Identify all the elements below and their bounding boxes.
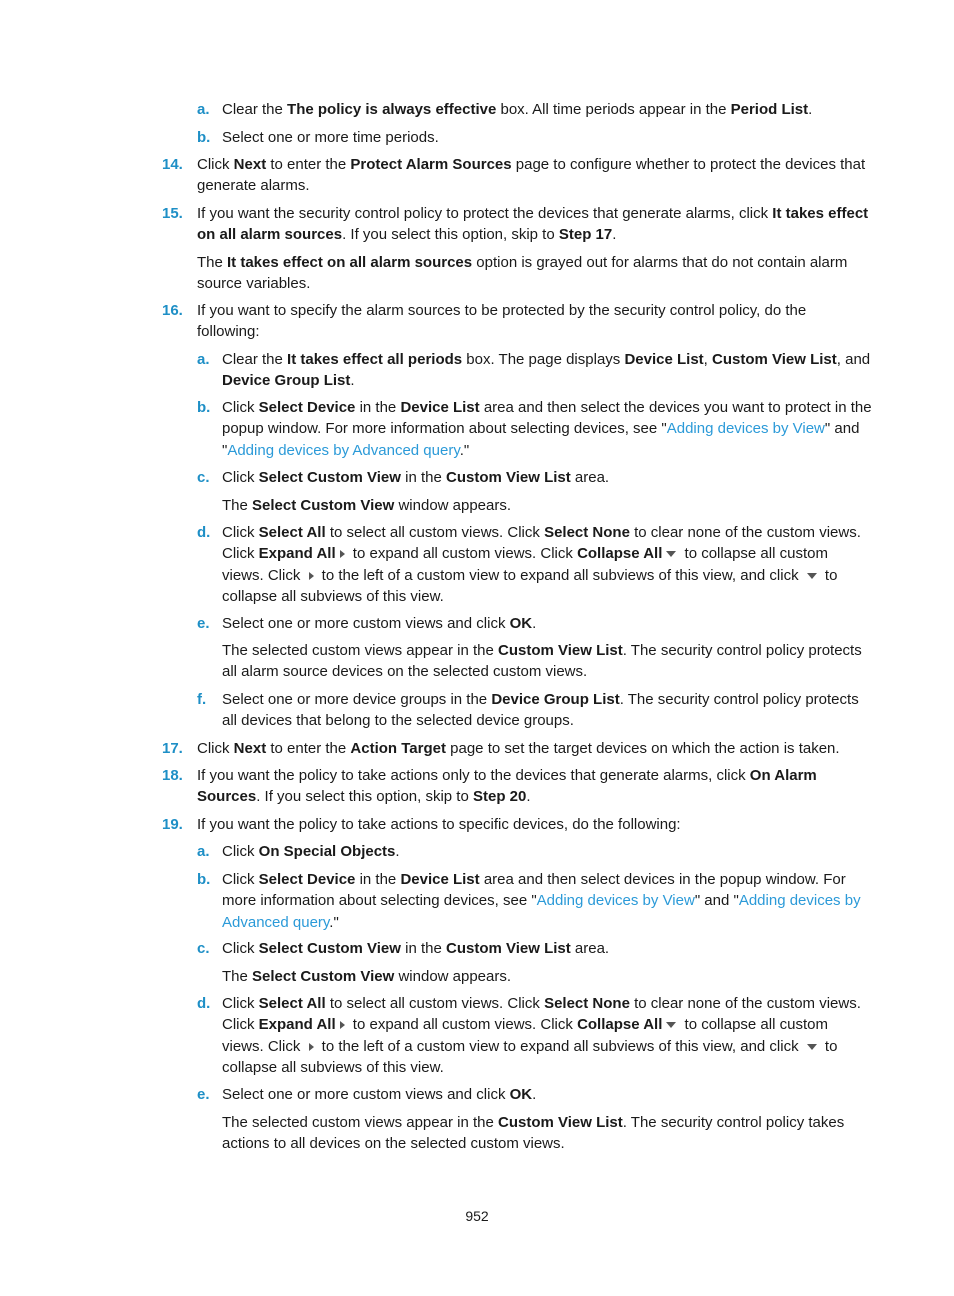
bold-term: OK [509,615,533,632]
bold-term: Action Target [350,740,446,757]
text-run: Click [197,156,234,173]
bold-term: Select Custom View [258,469,401,486]
step-text [197,814,872,835]
text-run: . [526,788,531,806]
cross-reference-link[interactable]: Adding devices by View [666,420,825,438]
text-run: to collapse all custom views. Click [222,1016,828,1055]
text-run: If you want to specify the alarm sources to be protected by the security control policy, do the following: [197,302,807,341]
triangle-down-icon [666,1022,676,1028]
bold-term: Select Custom View [258,940,401,957]
text-run: Click [222,940,259,957]
step-note [222,495,872,516]
text-run: to clear none of the custom views. Click [222,524,861,563]
text-run: The [222,497,253,514]
bold-term: Device List [400,871,480,888]
bold-term: Select Device [258,871,356,888]
step-number: a. [197,843,210,860]
text-run: , and [836,351,871,368]
step-text [222,522,872,607]
step-number: c. [197,940,210,957]
bold-term: It takes effect on all alarm sources [227,254,473,271]
step-number: 18. [162,767,183,784]
step-note [222,640,872,683]
text-run: in the [355,871,401,888]
bold-term: Select All [258,524,326,541]
step-text [197,765,872,808]
bold-term: Collapse All [577,1016,663,1034]
bold-term: Step 20 [472,788,527,806]
text-run: " and " [694,892,739,910]
bold-term: Protect Alarm Sources [350,156,512,173]
text-run: Select one or more time periods. [222,129,439,146]
text-run: . The security control policy protects all alarm source devices on the selected custom views. [222,642,862,681]
step-note [222,1112,872,1155]
step-number: a. [197,351,210,368]
text-run: The selected custom views appear in the [222,1114,498,1131]
text-run: in the [400,940,446,957]
text-run: to the left of a custom view to expand all subviews of this view, and click [317,1037,803,1055]
bold-term: It takes effect on all alarm sources [197,205,869,244]
text-run: box. All time periods appear in the [496,101,731,118]
bold-term: Device Group List [491,691,620,708]
step-text [222,613,872,634]
cross-reference-link[interactable]: Adding devices by View [536,892,695,910]
text-run: . [532,615,537,632]
text-run: Click [222,469,259,486]
cross-reference-link[interactable]: Adding devices by Advanced query [227,441,460,459]
step-number: f. [197,691,207,708]
bold-term: Select None [544,995,630,1012]
text-run: in the [355,399,401,416]
step-text [222,349,872,392]
text-run: page to set the target devices on which the action is taken. [445,740,840,757]
text-run: The [197,254,228,271]
bold-term: Expand All [258,1016,336,1034]
bold-term: Next [233,740,267,757]
text-run: Click [197,740,234,757]
step-text [222,1084,872,1105]
bold-term: It takes effect all periods [287,351,463,368]
bold-term: Custom View List [445,469,571,486]
text-run: window appears. [394,968,512,985]
text-run: Click [222,995,259,1012]
text-run: page to configure whether to protect the devices that generate alarms. [197,156,866,195]
text-run: Click [222,524,259,541]
text-run: If you want the security control policy to protect the devices that generate alarms, click [197,205,773,222]
text-run: to collapse all subviews of this view. [222,1037,838,1076]
bold-term: OK [509,1086,533,1103]
text-run: , [703,351,713,368]
text-run: . If you select this option, skip to [256,788,473,806]
step-text [197,738,872,759]
text-run: Clear the [222,101,288,118]
text-run: The [222,968,253,985]
triangle-down-icon [807,1044,817,1050]
step-number: d. [197,995,211,1012]
text-run: . [532,1086,537,1103]
step-text [222,467,872,488]
bold-term: Device List [624,351,704,368]
text-run: The selected custom views appear in the [222,642,498,659]
text-run: . [350,372,355,390]
step-number: b. [197,129,211,146]
text-run: . [612,226,617,244]
bold-term: Custom View List [712,351,837,368]
step-number: 15. [162,205,183,222]
bold-term: Custom View List [497,1114,623,1131]
text-run: box. The page displays [462,351,625,368]
step-text [222,993,872,1078]
bold-term: Select Custom View [252,968,395,985]
bold-term: On Special Objects [258,843,396,860]
text-run: If you want the policy to take actions to specific devices, do the following: [197,816,681,833]
step-text [197,154,872,197]
bold-term: Select None [544,524,630,541]
text-run: to select all custom views. Click [325,995,545,1012]
text-run: " and " [222,420,860,459]
step-text [222,127,872,148]
text-run: Select one or more custom views and click [222,615,510,632]
bold-term: Device Group List [222,372,351,390]
text-run: area. [570,940,610,957]
text-run: ." [329,913,339,931]
text-run: Click [222,399,259,416]
text-run: . The security control policy takes actions to all devices on the selected custom views. [222,1114,845,1153]
step-number: 17. [162,740,183,757]
bold-term: Select All [258,995,326,1012]
bold-term: Period List [730,101,809,118]
step-number: 14. [162,156,183,173]
step-number: d. [197,524,211,541]
triangle-right-icon [340,1021,345,1029]
text-run: Clear the [222,351,288,368]
text-run: to expand all custom views. Click [348,545,578,563]
bold-term: Select Device [258,399,356,416]
bold-term: Step 17 [558,226,613,244]
text-run: to expand all custom views. Click [348,1016,578,1034]
step-number: b. [197,399,211,416]
bold-term: On Alarm Sources [197,767,817,806]
triangle-right-icon [309,1043,314,1051]
triangle-down-icon [807,573,817,579]
text-run: option is grayed out for alarms that do not contain alarm source variables. [197,254,848,293]
triangle-right-icon [340,550,345,558]
bold-term: Select Custom View [252,497,395,514]
bold-term: The policy is always effective [287,101,497,118]
text-run: to enter the [266,156,351,173]
step-text [222,689,872,732]
step-text [222,99,872,120]
bold-term: Expand All [258,545,336,563]
step-text [222,869,872,933]
text-run: Click [222,843,259,860]
text-run: . [808,101,813,118]
text-run: to select all custom views. Click [325,524,545,541]
step-note [222,966,872,987]
step-text [222,397,872,461]
page-number: 952 [465,1208,489,1224]
text-run: to collapse all subviews of this view. [222,566,838,605]
bold-term: Custom View List [445,940,571,957]
step-number: 16. [162,302,183,319]
text-run: . [395,843,400,860]
text-run: . The security control policy protects all devices that belong to the selected device groups. [222,691,859,730]
text-run: to clear none of the custom views. Click [222,995,861,1034]
text-run: ." [459,441,470,459]
step-note [197,252,872,295]
text-run: area. [570,469,610,486]
bold-term: Next [233,156,267,173]
step-number: a. [197,101,210,118]
triangle-down-icon [666,551,676,557]
cross-reference-link[interactable]: Adding devices by Advanced query [222,892,861,931]
bold-term: Collapse All [577,545,663,563]
step-number: e. [197,615,210,632]
text-run: area and then select devices in the popup window. For more information about selecting devices, see " [222,871,846,910]
step-number: c. [197,469,210,486]
triangle-right-icon [309,572,314,580]
text-run: in the [400,469,446,486]
bold-term: Custom View List [497,642,623,659]
text-run: area and then select the devices you want to protect in the popup window. For more information about selecting devices, see " [222,399,872,438]
step-text [222,841,872,862]
step-text [222,938,872,959]
text-run: to collapse all custom views. Click [222,545,828,584]
step-text [197,300,872,343]
step-number: b. [197,871,211,888]
text-run: window appears. [394,497,512,514]
text-run: to enter the [266,740,351,757]
step-number: e. [197,1086,210,1103]
text-run: Select one or more custom views and click [222,1086,510,1103]
text-run: If you want the policy to take actions only to the devices that generate alarms, click [197,767,750,784]
text-run: Click [222,871,259,888]
step-number: 19. [162,816,183,833]
bold-term: Device List [400,399,480,416]
step-text [197,203,872,246]
text-run: . If you select this option, skip to [342,226,559,244]
text-run: to the left of a custom view to expand all subviews of this view, and click [317,566,803,584]
text-run: Select one or more device groups in the [222,691,492,708]
